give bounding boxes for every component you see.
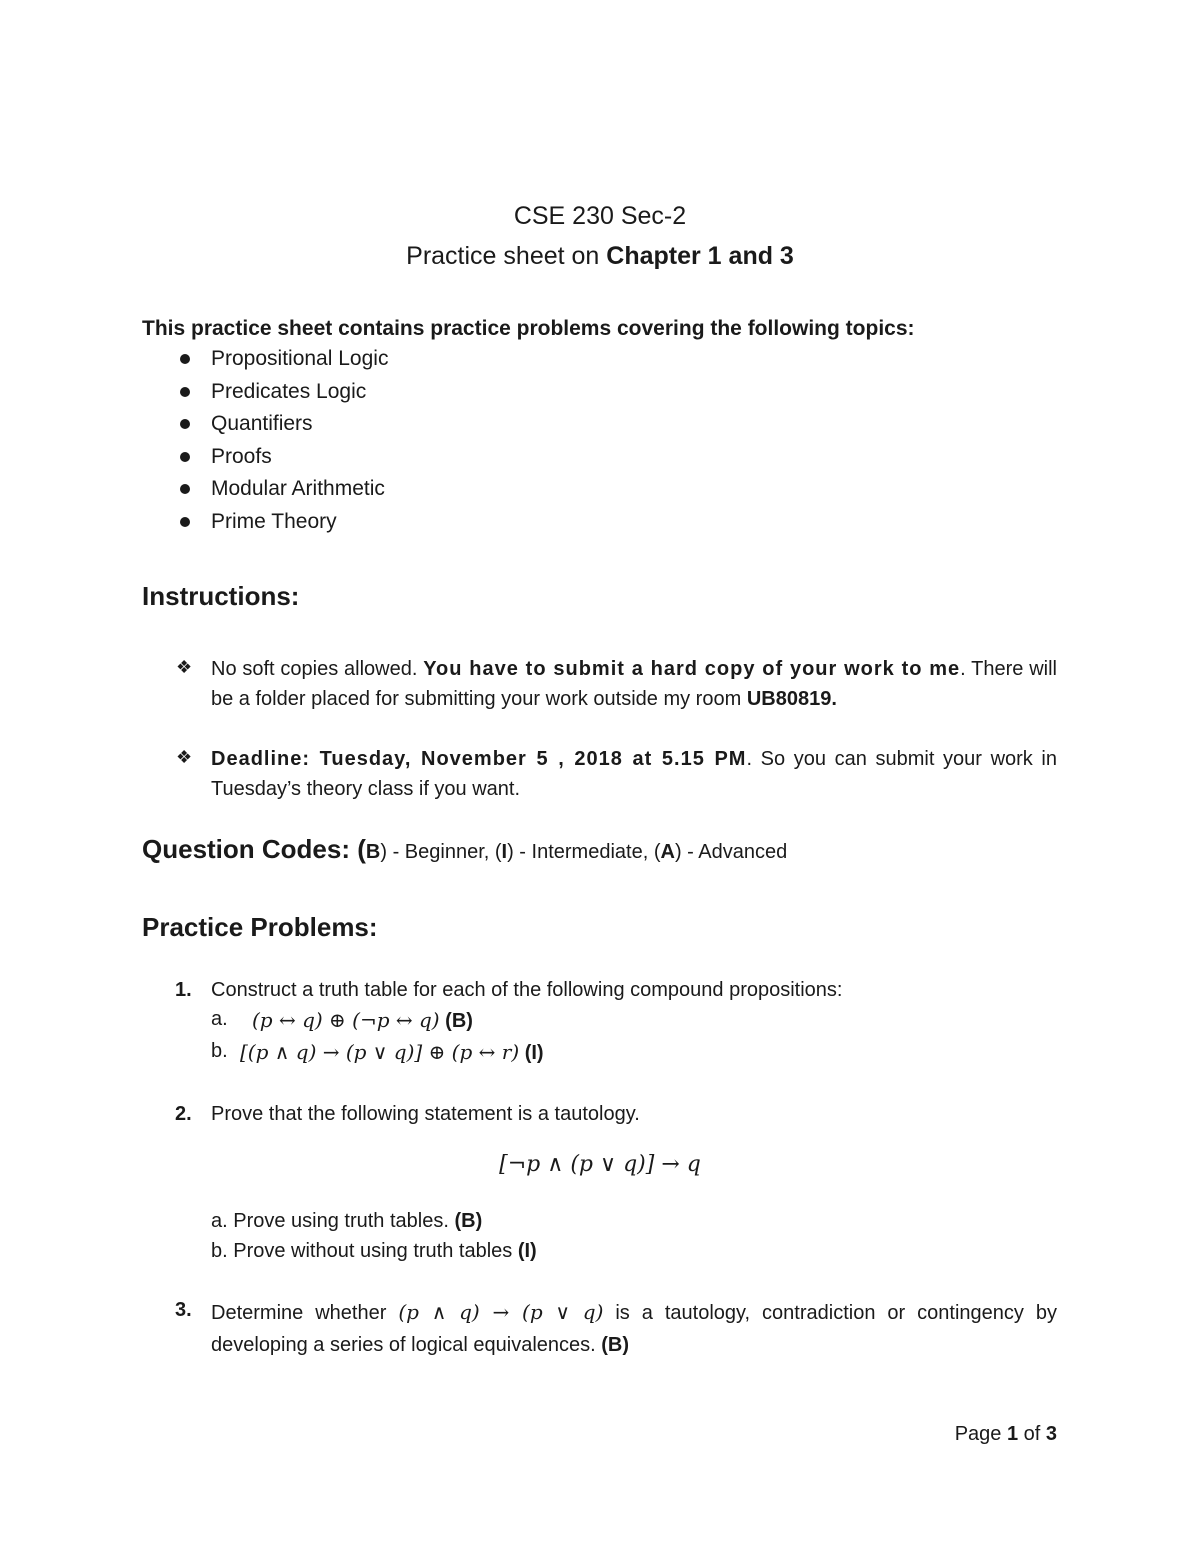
topic-item: Prime Theory: [180, 510, 337, 534]
topic-item: Modular Arithmetic: [180, 477, 385, 501]
hard-copy-note: You have to submit a hard copy of your work to me: [423, 658, 961, 680]
instruction-deadline: Deadline: Tuesday, November 5 , 2018 at 5.15 PM. So you can submit your work in Tuesday’s theory class if you want.: [211, 748, 1058, 800]
bullet-icon: [180, 354, 190, 364]
instructions-heading: Instructions:: [142, 581, 300, 611]
bullet-icon: [180, 452, 190, 462]
question-number: 3.: [175, 1299, 192, 1321]
subpart-item: a. Prove using truth tables. (B): [211, 1210, 483, 1232]
subpart-label: a.: [211, 1008, 228, 1030]
subpart-expression: (p ↔ q) ⊕ (¬p ↔ q) (B): [252, 1008, 473, 1032]
topic-item: Quantifiers: [180, 412, 313, 436]
subpart-item: b. Prove without using truth tables (I): [211, 1240, 537, 1262]
page-number: Page 1 of 3: [954, 1423, 1057, 1445]
question-number: 1.: [175, 979, 192, 1001]
sheet-subtitle: [0, 242, 1200, 271]
subpart-label: b.: [211, 1040, 228, 1062]
diamond-bullet-icon: ❖: [176, 657, 193, 677]
bullet-icon: [180, 484, 190, 494]
subtitle-prefix: Practice sheet on: [406, 242, 607, 270]
question-text: Construct a truth table for each of the following compound propositions:: [211, 979, 843, 1001]
instruction-submission: No soft copies allowed. You have to submit a hard copy of your work to me. There will be a folder placed for submitting your work outside my room UB80819.: [211, 658, 1057, 710]
question-text: Determine whether (p ∧ q) → (p ∨ q) is a tautology, contradiction or contingency by developing a series of logical equivalences. (B): [211, 1300, 1057, 1356]
topic-item: Propositional Logic: [180, 347, 388, 371]
subpart-expression: [(p ∧ q) → (p ∨ q)] ⊕ (p ↔ r) (I): [240, 1040, 544, 1064]
bullet-icon: [180, 387, 190, 397]
course-title: CSE 230 Sec-2: [513, 202, 687, 230]
question-codes: Question Codes: (B) - Beginner, (I) - Intermediate, (A) - Advanced: [142, 834, 788, 864]
practice-heading: Practice Problems:: [142, 912, 378, 942]
question-text: Prove that the following statement is a tautology.: [211, 1103, 640, 1125]
subtitle-chapters: Chapter 1 and 3: [606, 242, 794, 270]
bullet-icon: [180, 517, 190, 527]
deadline: Deadline: Tuesday, November 5 , 2018 at 5.15 PM: [211, 748, 747, 770]
topic-item: Proofs: [180, 445, 272, 469]
question-number: 2.: [175, 1103, 192, 1125]
topics-intro: This practice sheet contains practice problems covering the following topics:: [142, 317, 915, 340]
topic-item: Predicates Logic: [180, 380, 366, 404]
tautology-expression: [¬p ∧ (p ∨ q)] → q: [499, 1152, 701, 1177]
room-number: UB80819.: [746, 688, 837, 710]
bullet-icon: [180, 419, 190, 429]
diamond-bullet-icon: ❖: [176, 747, 193, 767]
